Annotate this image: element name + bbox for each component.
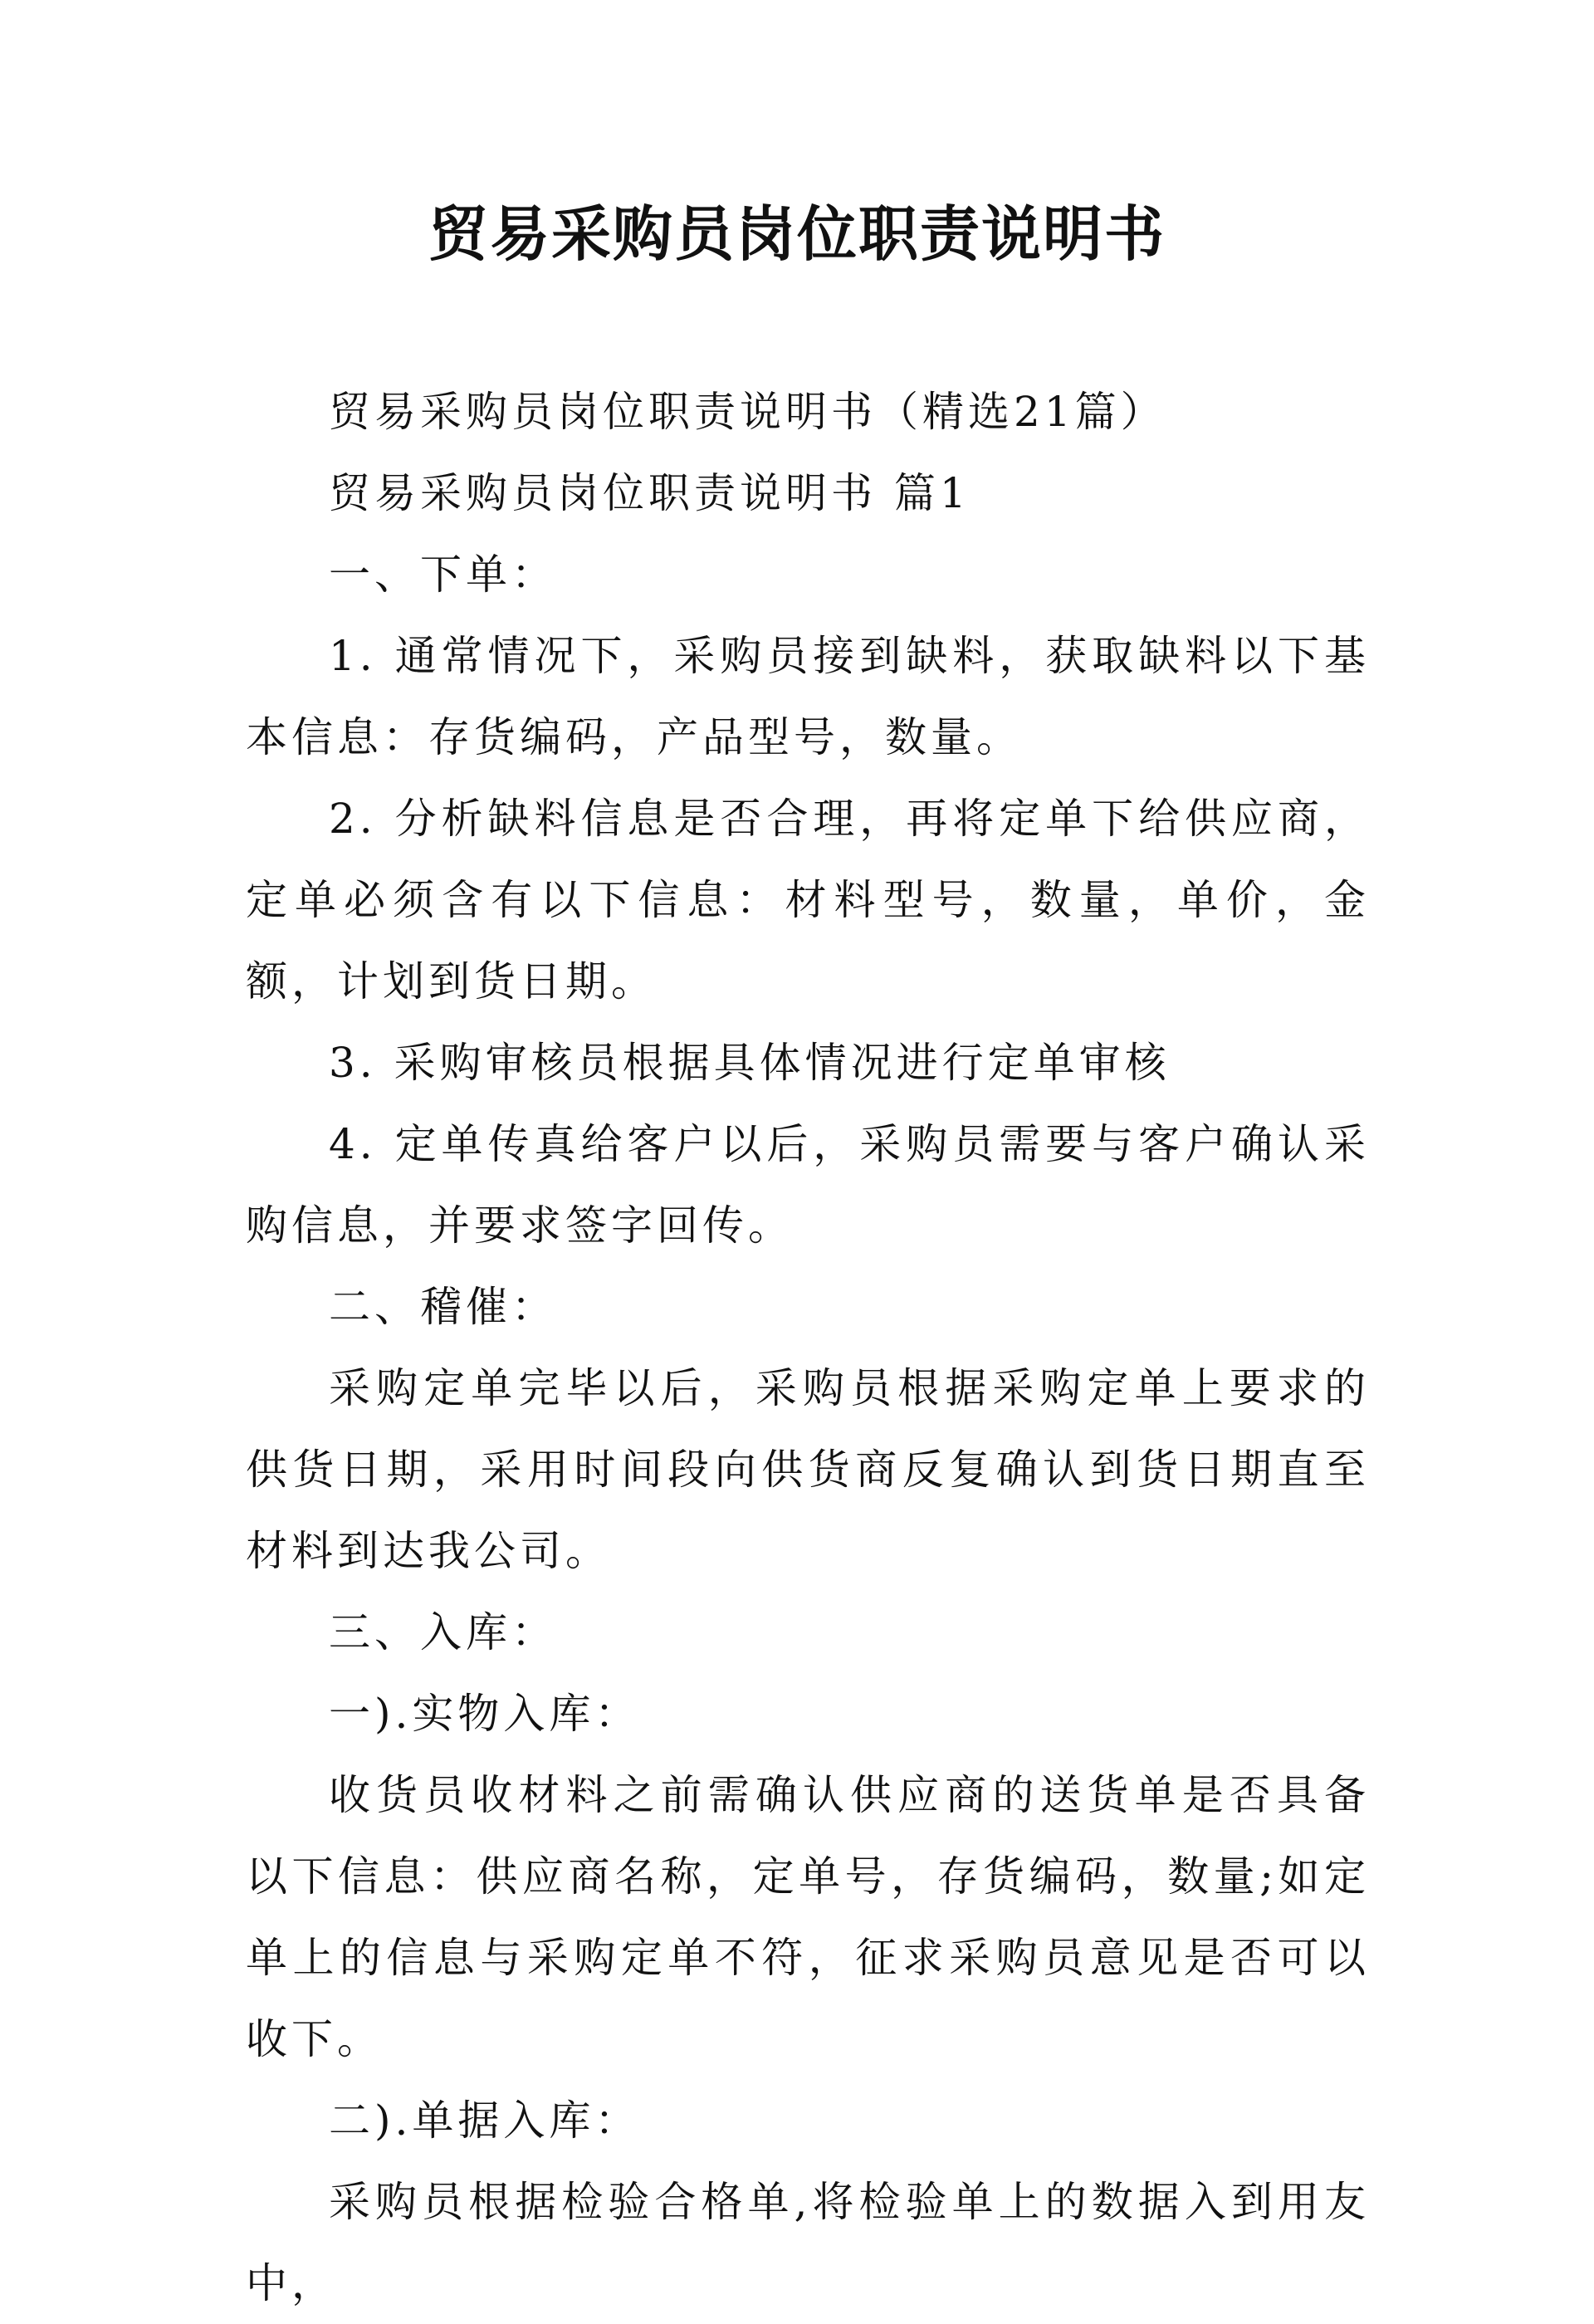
- paragraph-documents-text: 采购员根据检验合格单,将检验单上的数据入到用友中，: [246, 2178, 1370, 2307]
- paragraph-subtitle: 贸易采购员岗位职责说明书（精选21篇）: [329, 388, 1166, 436]
- paragraph-item-4: 4. 定单传真给客户以后，采购员需要与客户确认采购信息，并要求签字回传。: [246, 1120, 1370, 1250]
- paragraph-subheading-physical: 一).实物入库：: [329, 1690, 641, 1738]
- paragraph-item-2: 2. 分析缺料信息是否合理，再将定单下给供应商，定单必须含有以下信息：材料型号，数量，单价，金额，计划到货日期。: [246, 795, 1370, 1005]
- paragraph-physical-text: 收货员收材料之前需确认供应商的送货单是否具备以下信息：供应商名称，定单号，存货编码，数量;如定单上的信息与采购定单不符，征求采购员意见是否可以收下。: [246, 1771, 1370, 2063]
- paragraph-item-1: 1. 通常情况下，采购员接到缺料，获取缺料以下基本信息：存货编码，产品型号，数量。: [246, 632, 1370, 761]
- paragraph-item-3: 3. 采购审核员根据具体情况进行定单审核: [329, 1039, 1171, 1087]
- paragraph-heading-warehousing: 三、入库：: [329, 1608, 557, 1656]
- paragraph-subheading-documents: 二).单据入库：: [329, 2096, 641, 2145]
- document-body: [246, 371, 1370, 2324]
- paragraph-followup-text: 采购定单完毕以后，采购员根据采购定单上要求的供货日期，采用时间段向供货商反复确认到货日期直至材料到达我公司。: [246, 1364, 1370, 1575]
- paragraph-section-heading: 贸易采购员岗位职责说明书 篇1: [329, 469, 971, 517]
- paragraph-heading-order: 一、下单：: [329, 550, 557, 599]
- document-title: 贸易采购员岗位职责说明书: [428, 199, 1166, 269]
- paragraph-heading-followup: 二、稽催：: [329, 1283, 557, 1331]
